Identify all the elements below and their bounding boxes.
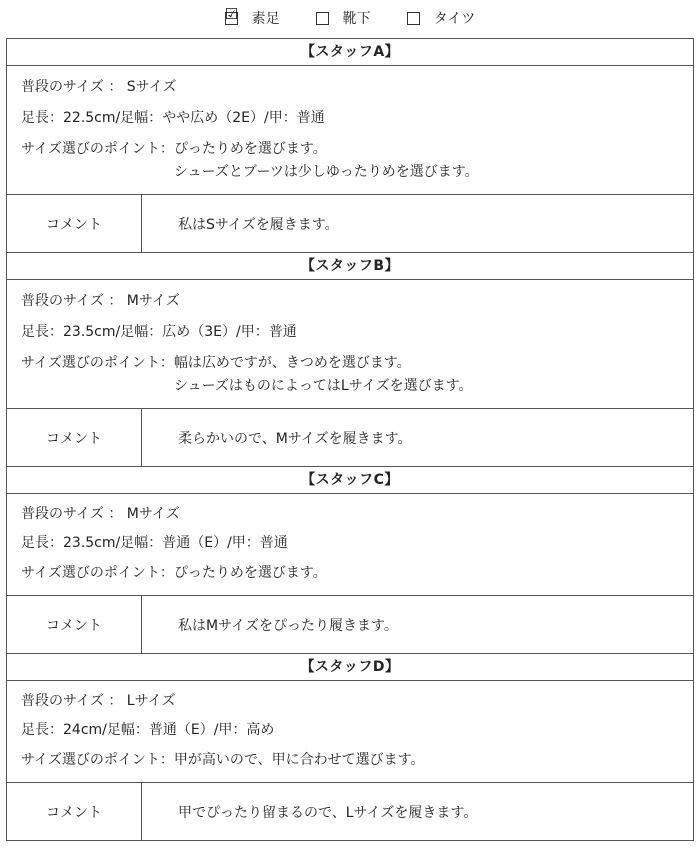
size-point-label: サイズ選びのポイント： — [21, 355, 174, 371]
usual-size: 普段のサイズ ： Lサイズ — [21, 693, 176, 709]
filter-label: 靴下 — [342, 11, 371, 27]
size-point — [21, 134, 679, 188]
size-point-text: シューズはものによってはLサイズを選びます。 — [173, 378, 473, 394]
foot-measurements: 足長：23.5cm/足幅：普通（E）/甲：普通 — [21, 535, 288, 551]
filter-barefoot[interactable] — [224, 4, 280, 28]
staff-a-header: 【スタッフA】 — [7, 39, 693, 66]
foot-measurements: 足長：22.5cm/足幅：やや広め（2E）/甲：普通 — [21, 110, 325, 126]
staff-d-header: 【スタッフD】 — [7, 654, 693, 681]
comment-text: 私はSサイズを履きます。 — [178, 216, 339, 233]
comment-text: 私はMサイズをぴったり履きます。 — [178, 617, 398, 634]
checkbox-checked-icon[interactable]: ☑ — [224, 4, 239, 23]
staff-c-header: 【スタッフC】 — [7, 467, 693, 494]
size-point-label: サイズ選びのポイント： — [21, 752, 174, 768]
size-point-text: 甲が高いので、甲に合わせて選びます。 — [173, 752, 425, 768]
size-point-label: サイズ選びのポイント： — [21, 565, 174, 581]
checkbox-unchecked-icon[interactable] — [407, 12, 420, 25]
filter-label: 素足 — [251, 11, 280, 27]
sock-filter-bar — [0, 0, 700, 36]
comment-label: コメント — [7, 409, 142, 466]
size-point-text: ぴったりめを選びます。 — [173, 565, 327, 581]
staff-b-comment-row — [7, 409, 693, 467]
usual-size: 普段のサイズ ： Mサイズ — [21, 293, 180, 309]
checkbox-unchecked-icon[interactable] — [316, 12, 329, 25]
filter-label: タイツ — [433, 11, 476, 27]
comment-label: コメント — [7, 596, 142, 653]
usual-size: 普段のサイズ ： Mサイズ — [21, 506, 180, 522]
comment-text: 柔らかいので、Mサイズを履きます。 — [178, 430, 412, 447]
staff-size-table — [6, 38, 694, 841]
comment-text: 甲でぴったり留まるので、Lサイズを履きます。 — [178, 804, 478, 821]
comment-label: コメント — [7, 195, 142, 252]
staff-c-info — [7, 494, 693, 596]
staff-b-info — [7, 280, 693, 409]
size-point-text: 幅は広めですが、きつめを選びます。 — [173, 355, 411, 371]
size-point-text: シューズとブーツは少しゆったりめを選びます。 — [173, 164, 479, 180]
usual-size: 普段のサイズ ： Sサイズ — [21, 79, 177, 95]
foot-measurements: 足長：24cm/足幅：普通（E）/甲：高め — [21, 722, 275, 738]
staff-a-comment-row — [7, 195, 693, 253]
foot-measurements: 足長：23.5cm/足幅：広め（3E）/甲：普通 — [21, 324, 297, 340]
staff-b-header: 【スタッフB】 — [7, 253, 693, 280]
size-point-label: サイズ選びのポイント： — [21, 141, 174, 157]
size-point — [21, 745, 679, 776]
staff-c-comment-row — [7, 596, 693, 654]
size-point — [21, 348, 679, 402]
filter-tights[interactable] — [407, 8, 476, 28]
size-point-text: ぴったりめを選びます。 — [173, 141, 327, 157]
staff-d-comment-row — [7, 783, 693, 840]
comment-label: コメント — [7, 783, 142, 840]
filter-socks[interactable] — [316, 8, 371, 28]
size-point — [21, 558, 679, 589]
staff-a-info — [7, 66, 693, 195]
staff-d-info — [7, 681, 693, 783]
